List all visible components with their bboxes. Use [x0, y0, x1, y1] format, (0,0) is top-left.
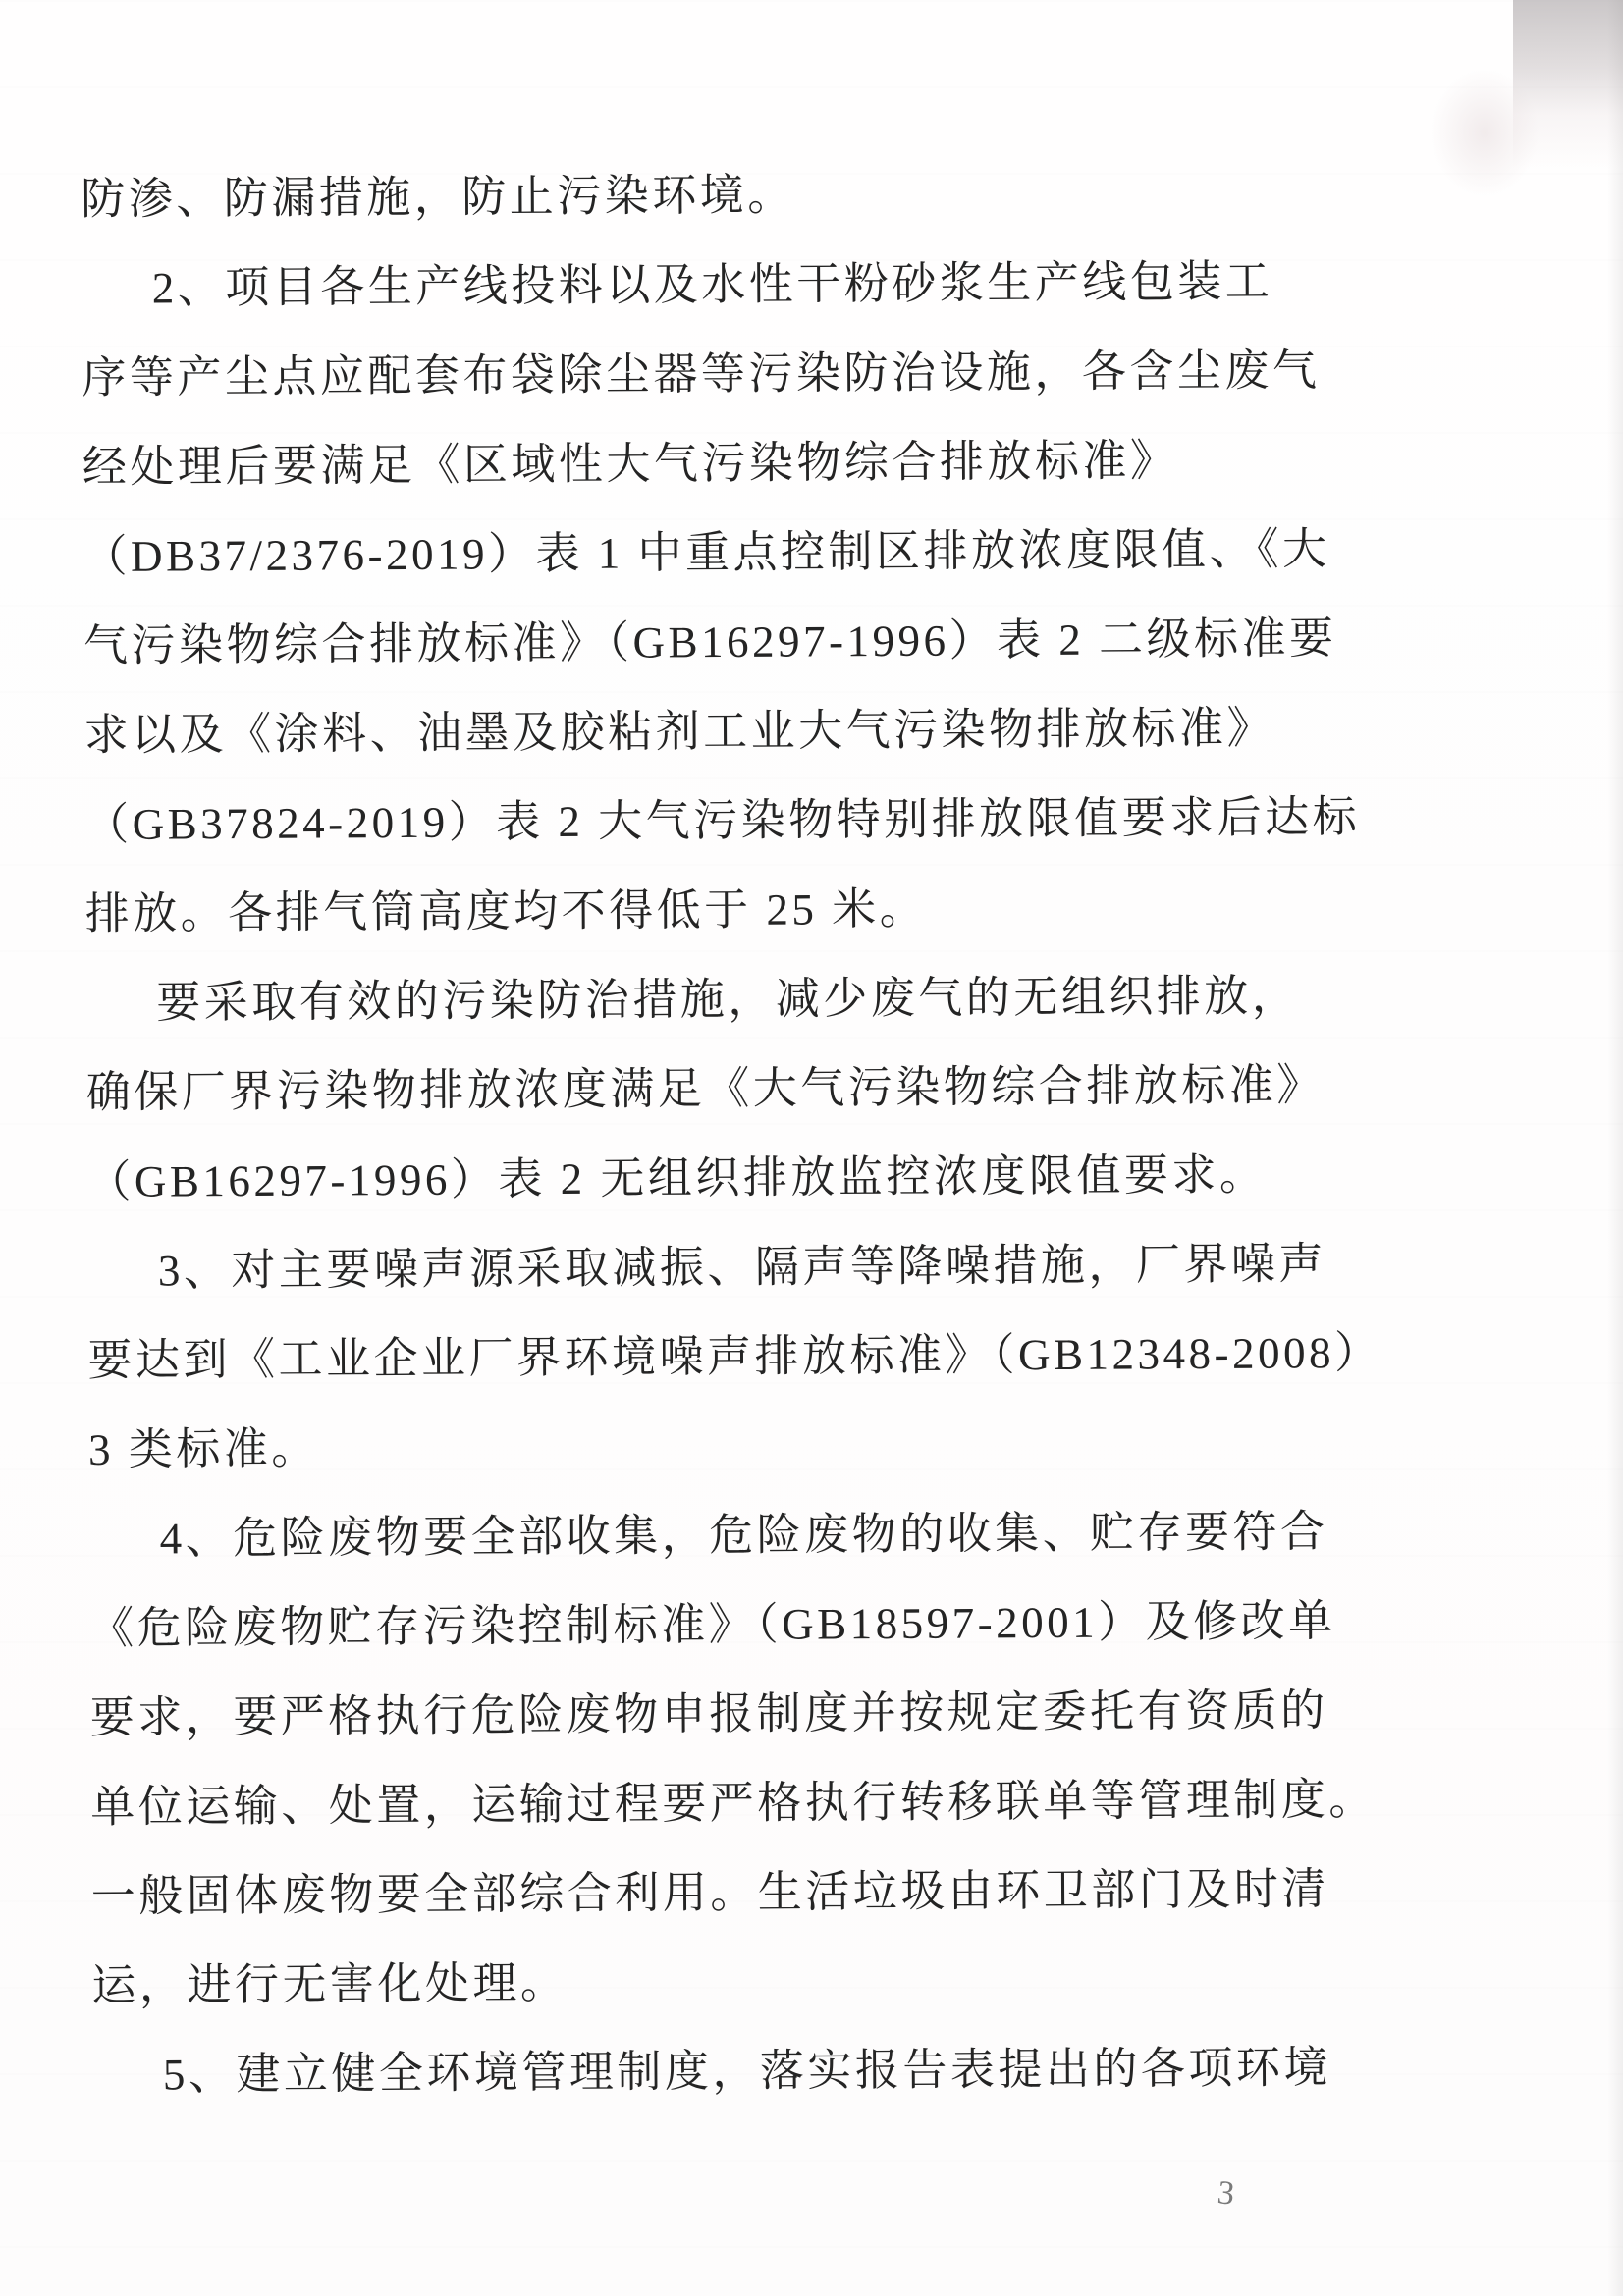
text-line: 一般固体废物要全部综合利用。生活垃圾由环卫部门及时清	[90, 1864, 1329, 1921]
text-line: 排放。各排气筒高度均不得低于 25 米。	[84, 883, 928, 938]
document-body-text	[81, 146, 1496, 2120]
text-line: 气污染物综合排放标准》（GB16297-1996）表 2 二级标准要	[82, 614, 1337, 670]
text-line: 要采取有效的污染防治措施，减少废气的无组织排放，	[156, 971, 1300, 1028]
text-line: 序等产尘点应配套布袋除尘器等污染防治设施，各含尘废气	[81, 346, 1321, 402]
text-line: 求以及《涂料、油墨及胶粘剂工业大气污染物排放标准》	[83, 703, 1275, 760]
text-line: 《危险废物贮存污染控制标准》（GB18597-2001）及修改单	[89, 1596, 1336, 1653]
text-line: 4、危险废物要全部收集，危险废物的收集、贮存要符合	[159, 1507, 1328, 1564]
text-line: 经处理后要满足《区域性大气污染物综合排放标准》	[81, 436, 1178, 492]
text-line: 运，进行无害化处理。	[91, 1958, 568, 2010]
text-line: 5、建立健全环境管理制度，落实报告表提出的各项环境	[162, 2043, 1332, 2100]
text-line: 防渗、防漏措施，防止污染环境。	[81, 170, 795, 224]
text-line: （DB37/2376-2019）表 1 中重点控制区排放浓度限值、《大	[82, 524, 1330, 581]
page-number: 3	[1216, 2174, 1236, 2213]
text-line: 3 类标准。	[87, 1423, 319, 1474]
scan-edge-shadow	[1607, 0, 1623, 2296]
text-line: （GB16297-1996）表 2 无组织排放监控浓度限值要求。	[86, 1149, 1268, 1206]
text-line: 要达到《工业企业厂界环境噪声排放标准》（GB12348-2008）	[87, 1327, 1382, 1385]
text-line: 2、项目各生产线投料以及水性干粉砂浆生产线包装工	[151, 256, 1273, 313]
text-line: 单位运输、处置，运输过程要严格执行转移联单等管理制度。	[90, 1774, 1377, 1832]
text-line: 确保厂界污染物排放浓度满足《大气污染物综合排放标准》	[85, 1060, 1325, 1117]
text-line: （GB37824-2019）表 2 大气污染物特别排放限值要求后达标	[84, 792, 1361, 849]
text-line: 要求，要严格执行危险废物申报制度并按规定委托有资质的	[89, 1685, 1328, 1742]
text-line: 3、对主要噪声源采取减振、隔声等降噪措施，厂界噪声	[157, 1239, 1327, 1296]
